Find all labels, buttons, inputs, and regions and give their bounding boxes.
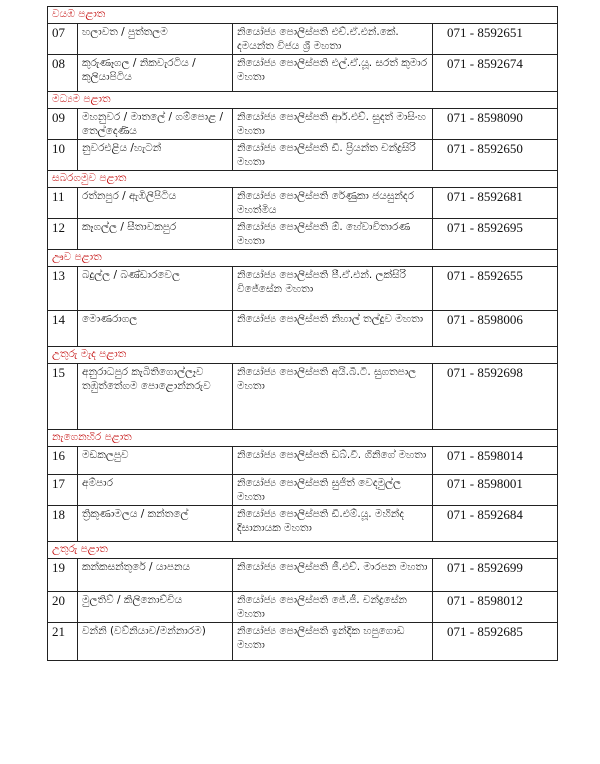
row-number: 15 <box>48 364 78 430</box>
officer-name: නියෝජ්‍ය පොලිස්පති අයි.බී.ටී. සුගතපාල මහතා <box>233 364 433 430</box>
division-name: කෑගල්ල / සීතාවකපුර <box>78 219 233 250</box>
officer-name: නියෝජ්‍ය පොලිස්පති ඉන්දික හපුගොඩ මහතා <box>233 623 433 661</box>
row-number: 13 <box>48 267 78 311</box>
province-header-row <box>48 92 558 109</box>
phone-number: 071 - 8592650 <box>433 140 558 171</box>
division-name: මුලතිව් / කිලිනොච්චිය <box>78 592 233 623</box>
phone-number: 071 - 8598001 <box>433 475 558 506</box>
phone-number: 071 - 8592681 <box>433 188 558 219</box>
division-name: අම්පාර <box>78 475 233 506</box>
division-name: මඩකලපුව <box>78 447 233 475</box>
table-row <box>48 447 558 475</box>
phone-number: 071 - 8592674 <box>433 55 558 92</box>
phone-number: 071 - 8592685 <box>433 623 558 661</box>
contact-table <box>47 6 558 661</box>
phone-number: 071 - 8592655 <box>433 267 558 311</box>
officer-name: නියෝජ්‍ය පොලිස්පති ඩී.එම්.යූ. මහින්ද දිසානායක මහතා <box>233 506 433 542</box>
province-header-row <box>48 542 558 559</box>
division-name: නුවරඑළිය /හැටන් <box>78 140 233 171</box>
table-row <box>48 475 558 506</box>
row-number: 09 <box>48 109 78 140</box>
province-name: උතුරු පළාත <box>48 542 558 559</box>
officer-name: නියෝජ්‍ය පොලිස්පති රේණුකා ජයසුන්දර මහත්මිය <box>233 188 433 219</box>
province-name: ඌව පළාත <box>48 250 558 267</box>
row-number: 11 <box>48 188 78 219</box>
division-name: බදුල්ල / බණ්ඩාරවෙල <box>78 267 233 311</box>
officer-name: නියෝජ්‍ය පොලිස්පති නිහාල් තල්දුව මහතා <box>233 311 433 347</box>
phone-number: 071 - 8598006 <box>433 311 558 347</box>
table-row <box>48 623 558 661</box>
table-row <box>48 24 558 55</box>
division-name: රත්නපුර / ඇඹිලිපිටිය <box>78 188 233 219</box>
phone-number: 071 - 8598012 <box>433 592 558 623</box>
row-number: 16 <box>48 447 78 475</box>
division-name: කුරුණෑගල / නිකවැරටිය / කුලියාපිටිය <box>78 55 233 92</box>
row-number: 21 <box>48 623 78 661</box>
officer-name: නියෝජ්‍ය පොලිස්පති ඕ. හේවාවිතාරණ මහතා <box>233 219 433 250</box>
officer-name: නියෝජ්‍ය පොලිස්පති පී.ඒ.එන්. ලක්සිරි විජේසේන මහතා <box>233 267 433 311</box>
province-header-row <box>48 171 558 188</box>
row-number: 14 <box>48 311 78 347</box>
officer-name: නියෝජ්‍ය පොලිස්පති ජී.එච්. මාරපන මහතා <box>233 559 433 592</box>
table-row <box>48 55 558 92</box>
officer-name: නියෝජ්‍ය පොලිස්පති ඩී. ප්‍රියන්ත චන්ද්‍රසිරි මහතා <box>233 140 433 171</box>
row-number: 20 <box>48 592 78 623</box>
phone-number: 071 - 8592695 <box>433 219 558 250</box>
table-row <box>48 109 558 140</box>
phone-number: 071 - 8592698 <box>433 364 558 430</box>
province-header-row <box>48 347 558 364</box>
row-number: 12 <box>48 219 78 250</box>
province-header-row <box>48 7 558 24</box>
division-name: කන්කසන්තුරේ / යාපනය <box>78 559 233 592</box>
phone-number: 071 - 8592699 <box>433 559 558 592</box>
table-row <box>48 592 558 623</box>
province-header-row <box>48 430 558 447</box>
phone-number: 071 - 8592651 <box>433 24 558 55</box>
row-number: 10 <box>48 140 78 171</box>
division-name: හලාවත / පුත්තලම <box>78 24 233 55</box>
phone-number: 071 - 8598014 <box>433 447 558 475</box>
officer-name: නියෝජ්‍ය පොලිස්පති ජේ.ජී. චන්ද්‍රසේන මහතා <box>233 592 433 623</box>
table-row <box>48 140 558 171</box>
row-number: 19 <box>48 559 78 592</box>
division-name: මොණරාගල <box>78 311 233 347</box>
table-row <box>48 364 558 430</box>
division-name: ත්‍රිකුණාමලය / කන්තලේ <box>78 506 233 542</box>
row-number: 07 <box>48 24 78 55</box>
province-header-row <box>48 250 558 267</box>
province-name: උතුරු මැද පළාත <box>48 347 558 364</box>
officer-name: නියෝජ්‍ය පොලිස්පති ඩබ්.වී. ගිනිගේ මහතා <box>233 447 433 475</box>
table-row <box>48 188 558 219</box>
row-number: 08 <box>48 55 78 92</box>
phone-number: 071 - 8592684 <box>433 506 558 542</box>
table-row <box>48 311 558 347</box>
row-number: 18 <box>48 506 78 542</box>
division-name: මහනුවර / මාතලේ / ගම්පොළ / තෙල්දෙණිය <box>78 109 233 140</box>
row-number: 17 <box>48 475 78 506</box>
table-row <box>48 219 558 250</box>
table-row <box>48 506 558 542</box>
officer-name: නියෝජ්‍ය පොලිස්පති එච්.ඒ.එන්.කේ. දමයන්ත විජය ශ්‍රී මහතා <box>233 24 433 55</box>
province-name: වයඹ පළාත <box>48 7 558 24</box>
phone-number: 071 - 8598090 <box>433 109 558 140</box>
province-name: නැගෙනහිර පළාත <box>48 430 558 447</box>
officer-name: නියෝජ්‍ය පොලිස්පති සුජිත් වෙදමුල්ල මහතා <box>233 475 433 506</box>
officer-name: නියෝජ්‍ය පොලිස්පති එල්.ඒ.යූ. සරත් කුමාර මහතා <box>233 55 433 92</box>
province-name: මධ්‍යම පළාත <box>48 92 558 109</box>
division-name: වන්නි (වව්නියාව/මන්නාරම) <box>78 623 233 661</box>
division-name: අනුරාධපුර කැබිතිගොල්ලෑව තඹුත්තේගම පොළොන්නරුව <box>78 364 233 430</box>
province-name: සබරගමුව පළාත <box>48 171 558 188</box>
table-row <box>48 559 558 592</box>
table-row <box>48 267 558 311</box>
officer-name: නියෝජ්‍ය පොලිස්පති ආර්.එච්. සුදත් මාසිංහ මහතා <box>233 109 433 140</box>
